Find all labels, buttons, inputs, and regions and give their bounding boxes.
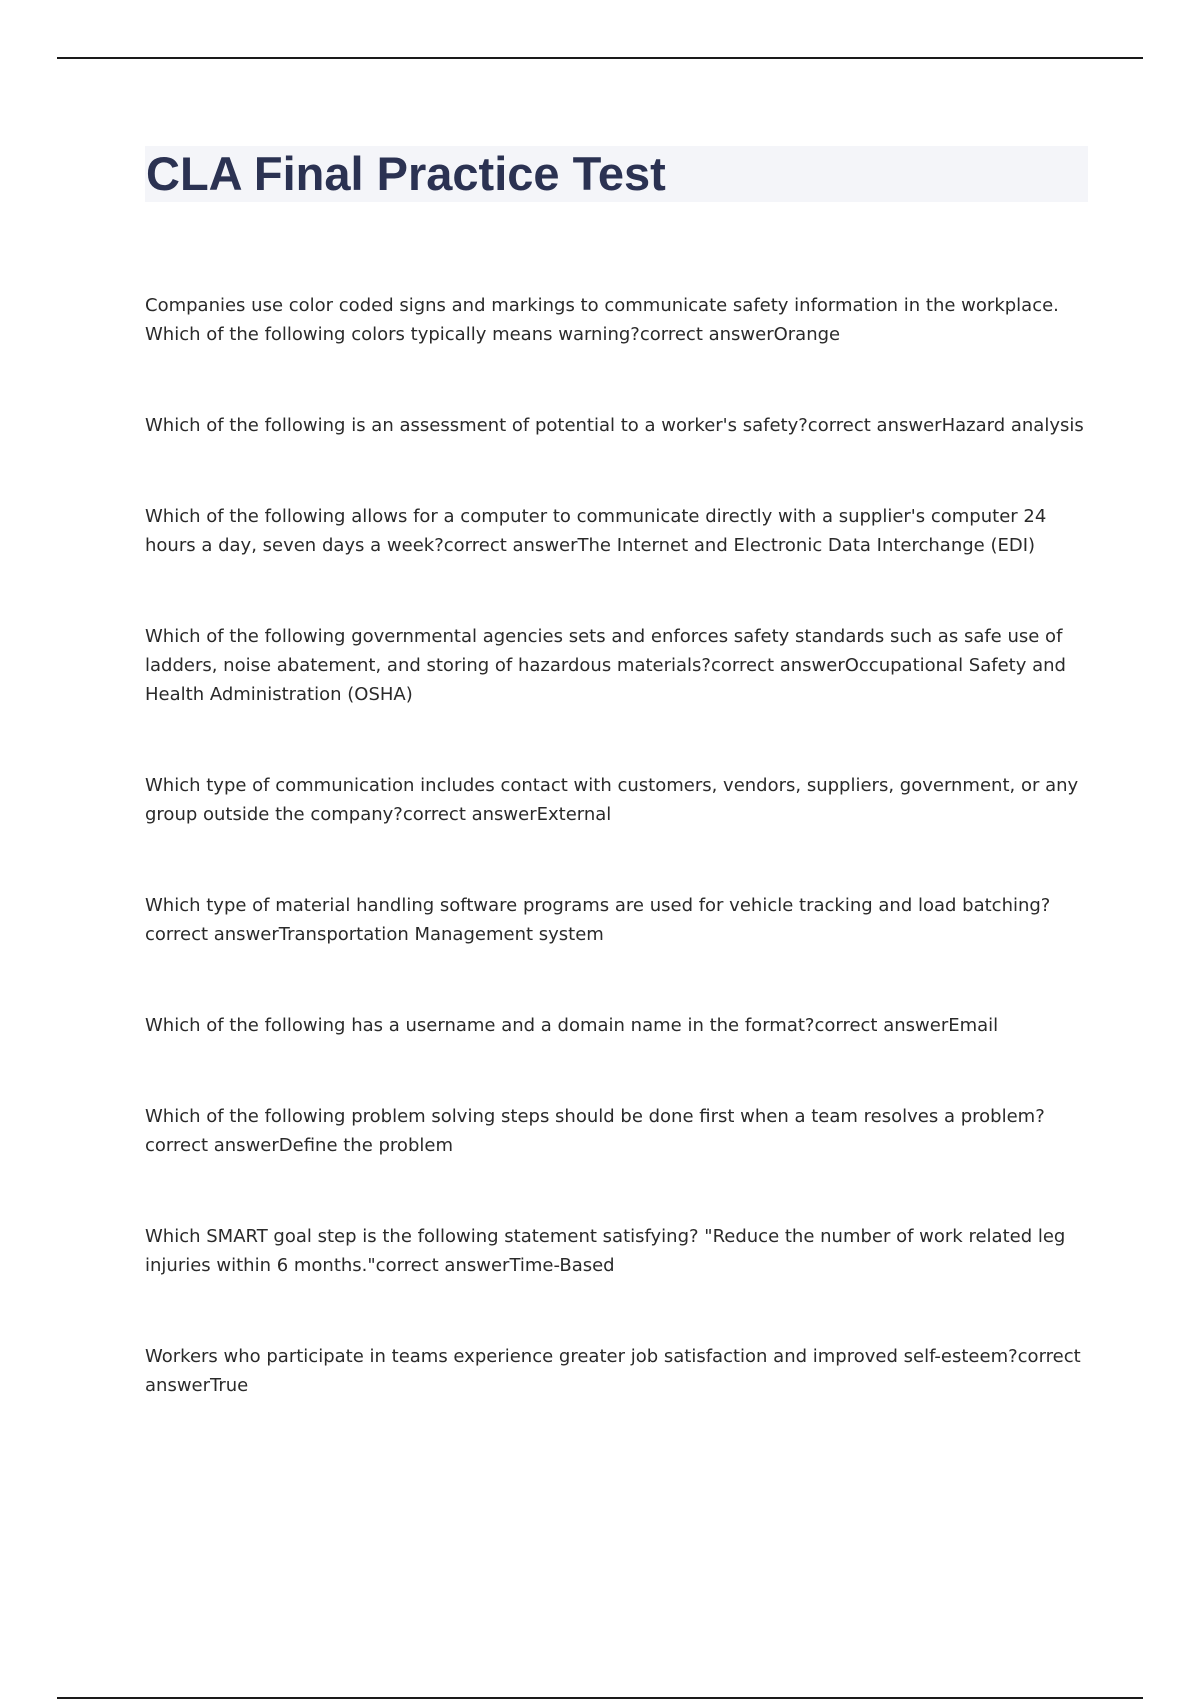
qa-item: Which SMART goal step is the following statement satisfying? "Reduce the number of work related leg injuries within 6 months."correct answerTime-Based	[145, 1226, 1066, 1276]
qa-item: Which of the following is an assessment of potential to a worker's safety?correct answerHazard analysis	[145, 415, 1084, 436]
qa-item: Companies use color coded signs and markings to communicate safety information in the workplace. Which of the following colors typically means warning?correct answerOrange	[145, 295, 1059, 345]
qa-item: Which type of material handling software programs are used for vehicle tracking and load batching?correct answerTransportation Management system	[145, 895, 1051, 945]
page-title: CLA Final Practice Test	[146, 147, 666, 200]
bottom-rule	[57, 1697, 1143, 1699]
top-rule	[57, 57, 1143, 59]
qa-item: Which of the following problem solving steps should be done first when a team resolves a problem?correct answerDefine the problem	[145, 1106, 1045, 1156]
qa-list	[145, 291, 1085, 1462]
qa-item: Which of the following allows for a computer to communicate directly with a supplier's computer 24 hours a day, seven days a week?correct answerThe Internet and Electronic Data Interchange (EDI)	[145, 506, 1047, 556]
qa-item: Which of the following governmental agencies sets and enforces safety standards such as safe use of ladders, noise abatement, and storing of hazardous materials?correct answerOccupational Safety and Health Administration (OSHA)	[145, 626, 1066, 705]
qa-item: Which of the following has a username and a domain name in the format?correct answerEmail	[145, 1015, 999, 1036]
qa-item: Workers who participate in teams experience greater job satisfaction and improved self-esteem?correct answerTrue	[145, 1346, 1081, 1396]
qa-item: Which type of communication includes contact with customers, vendors, suppliers, government, or any group outside the company?correct answerExternal	[145, 775, 1079, 825]
